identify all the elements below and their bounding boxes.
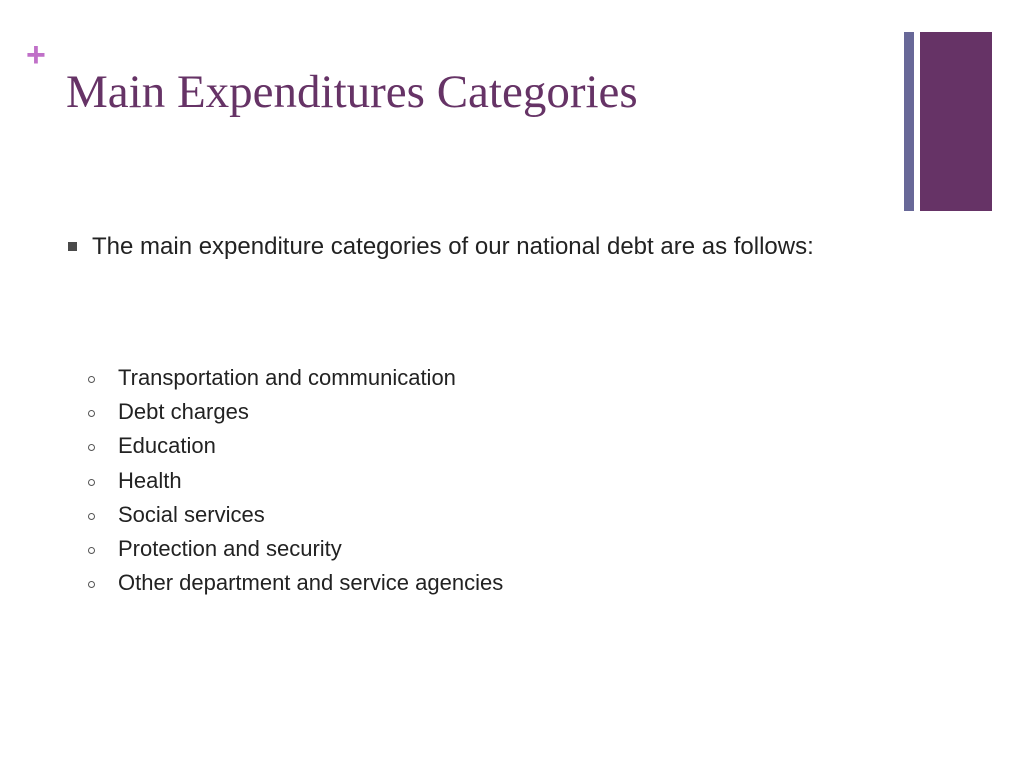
hollow-circle-bullet-icon xyxy=(88,479,95,486)
list-item xyxy=(88,396,503,430)
list-item-label: Other department and service agencies xyxy=(118,570,504,596)
list-item-label: Health xyxy=(118,467,182,493)
list-item xyxy=(88,430,503,464)
decorative-thick-bar xyxy=(920,32,992,211)
list-item-label: Transportation and communication xyxy=(118,365,456,390)
slide-title: Main Expenditures Categories xyxy=(66,66,638,118)
list-item-label: Debt charges xyxy=(118,399,249,425)
hollow-circle-bullet-icon xyxy=(88,410,95,417)
list-item-label: Protection and security xyxy=(118,535,342,561)
hollow-circle-bullet-icon xyxy=(88,513,95,520)
list-item-label: Education xyxy=(118,433,216,459)
hollow-circle-bullet-icon xyxy=(88,547,95,554)
square-bullet-icon xyxy=(68,242,77,251)
list-item-label: Social services xyxy=(118,501,265,527)
hollow-circle-bullet-icon xyxy=(88,376,95,383)
list-item xyxy=(88,362,503,396)
main-bullet xyxy=(66,230,856,264)
decorative-thin-bar xyxy=(904,32,914,211)
plus-icon: + xyxy=(26,36,46,74)
hollow-circle-bullet-icon xyxy=(88,444,95,451)
list-item xyxy=(88,567,503,601)
list-item xyxy=(88,465,503,499)
main-bullet-text: The main expenditure categories of our national debt are as follows: xyxy=(92,233,814,260)
hollow-circle-bullet-icon xyxy=(88,581,95,588)
list-item xyxy=(88,499,503,533)
list-item xyxy=(88,533,503,567)
expenditure-category-list xyxy=(88,362,503,601)
